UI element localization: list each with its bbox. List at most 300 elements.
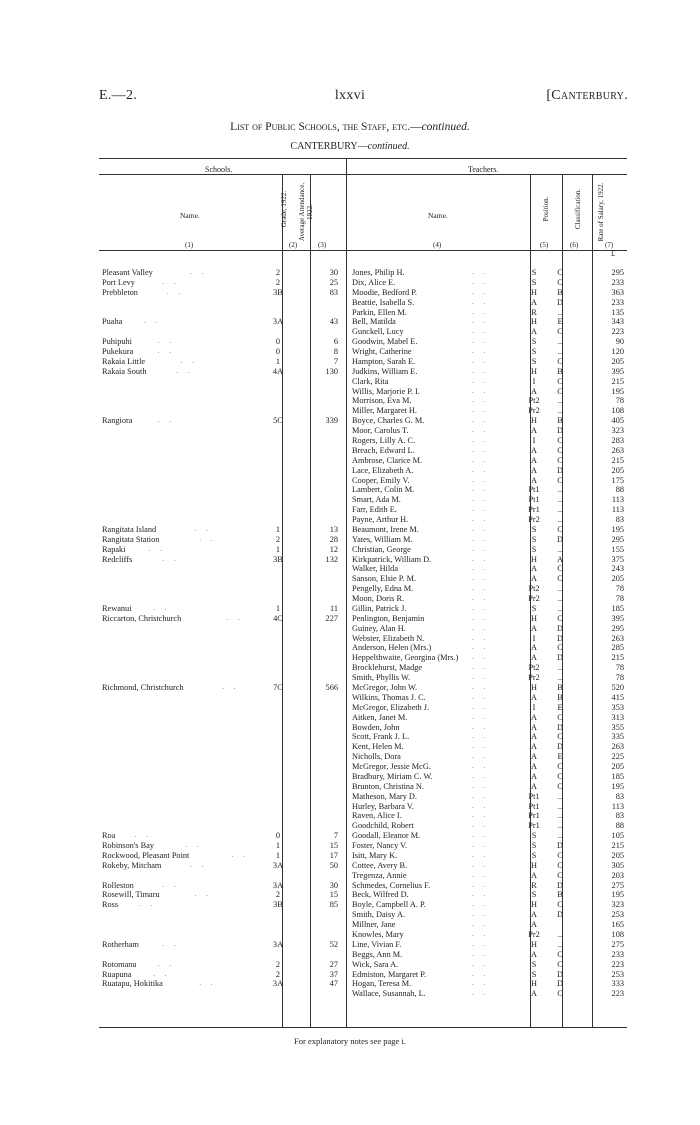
leader-dots: . . <box>472 287 490 296</box>
teacher-name: Goodwin, Mabel E. <box>352 337 418 347</box>
table-row <box>99 851 627 861</box>
teacher-name: Brocklehurst, Madge <box>352 663 423 673</box>
classification: E <box>557 752 563 762</box>
position: A <box>531 949 537 959</box>
teacher-name: Tregenza, Annie <box>352 870 407 880</box>
leader-dots: . . <box>472 692 490 701</box>
leader-dots: . . <box>472 495 490 504</box>
attendance: 30 <box>329 268 338 277</box>
classification: C <box>557 959 563 969</box>
school-name: Puhipuhi <box>102 337 132 347</box>
position: Pt1 <box>528 801 540 811</box>
leader-dots: . . <box>162 880 180 889</box>
classification: C <box>557 900 563 910</box>
salary: 88 <box>615 485 624 495</box>
position: A <box>531 771 537 781</box>
position: Pr2 <box>528 515 540 524</box>
position: A <box>531 712 537 722</box>
grade: 1 <box>275 356 281 366</box>
grade: 1 <box>275 850 281 860</box>
table-row <box>99 426 627 436</box>
position: A <box>531 692 537 702</box>
leader-dots: . . <box>472 801 490 810</box>
leader-dots: . . <box>472 742 490 751</box>
grade: 0 <box>275 347 281 356</box>
salary: 78 <box>615 663 624 673</box>
teacher-name: Boyle, Campbell A. P. <box>352 900 426 910</box>
teacher-name: Line, Vivian F. <box>352 939 402 949</box>
leader-dots: . . <box>472 791 490 800</box>
leader-dots: . . <box>180 356 199 365</box>
position: A <box>531 574 537 584</box>
position: A <box>531 722 537 732</box>
salary: 185 <box>611 603 624 613</box>
col-number-1: (1) <box>185 241 194 249</box>
teacher-name: Schmedes, Cornelius F. <box>352 880 431 890</box>
header-bottom-rule <box>99 250 627 251</box>
leader-dots: . . <box>472 752 490 761</box>
table-row <box>99 673 627 683</box>
teacher-name: Moon, Doris R. <box>352 594 405 603</box>
salary: 253 <box>611 969 624 979</box>
classification: C <box>557 386 563 396</box>
grade: 2 <box>275 277 281 287</box>
teacher-name: Anderson, Helen (Mrs.) <box>352 643 432 653</box>
teacher-name: Sanson, Elsie P. M. <box>352 574 417 584</box>
classification: C <box>557 564 563 574</box>
classification: B <box>557 692 563 702</box>
leader-dots: . . <box>472 445 490 454</box>
leader-dots: . . <box>472 910 490 919</box>
leader-dots: . . <box>472 426 490 435</box>
classification: C <box>557 712 563 722</box>
teacher-name: Wick, Sara A. <box>352 959 399 969</box>
attendance: 227 <box>325 613 338 623</box>
salary: 233 <box>611 297 624 307</box>
salary: 223 <box>611 989 624 999</box>
leader-dots: . . <box>472 347 490 355</box>
attendance: 15 <box>329 841 338 850</box>
grade: 3B <box>273 287 283 297</box>
leader-dots: . . <box>472 613 490 622</box>
table-row <box>99 693 627 703</box>
table-row <box>99 643 627 653</box>
leader-dots: . . <box>231 850 249 859</box>
table-row <box>99 545 627 555</box>
table-row <box>99 920 627 930</box>
position: Pr1 <box>528 821 540 831</box>
leader-dots: . . <box>472 327 490 336</box>
position: A <box>531 989 537 999</box>
teacher-name: Matheson, Mary D. <box>352 791 417 801</box>
table-row <box>99 436 627 446</box>
table-row <box>99 821 627 831</box>
school-name: Rapaki <box>102 544 126 554</box>
school-name: Rokeby, Mitcham <box>102 860 162 870</box>
leader-dots: . . <box>148 544 166 553</box>
col-number-5: (5) <box>540 241 549 249</box>
position: Pt1 <box>528 495 540 505</box>
table-row <box>99 900 627 910</box>
position: A <box>531 752 537 762</box>
position: H <box>531 900 537 910</box>
salary: 205 <box>611 850 624 860</box>
teacher-name: Goodall, Eleanor M. <box>352 831 421 841</box>
table-row <box>99 683 627 693</box>
position: H <box>531 613 537 623</box>
table-row <box>99 574 627 584</box>
salary: 175 <box>611 475 624 485</box>
table-row <box>99 802 627 812</box>
grade: 2 <box>275 890 281 900</box>
leader-dots: . . <box>472 436 490 444</box>
teacher-name: Walker, Hilda <box>352 564 398 574</box>
table-row <box>99 604 627 614</box>
teacher-name: Webster, Elizabeth N. <box>352 633 425 643</box>
classification: .. <box>557 544 563 554</box>
position: Pr2 <box>528 406 540 416</box>
attendance: 43 <box>329 317 338 327</box>
attendance: 7 <box>333 356 338 366</box>
attendance: 25 <box>329 277 338 287</box>
leader-dots: . . <box>472 762 490 770</box>
grade: 3A <box>272 939 284 949</box>
grade: 0 <box>275 337 281 347</box>
classification: D <box>557 979 563 989</box>
classification: C <box>557 850 563 860</box>
table-row <box>99 723 627 733</box>
table-row <box>99 476 627 486</box>
classification: B <box>557 416 563 426</box>
leader-dots: . . <box>199 534 217 543</box>
leader-dots: . . <box>472 831 490 840</box>
salary: 363 <box>611 287 624 297</box>
salary: 78 <box>615 673 624 683</box>
table-row <box>99 317 627 327</box>
salary: 165 <box>611 920 624 930</box>
school-name: Redcliffs <box>102 554 133 564</box>
attendance: 47 <box>329 979 338 989</box>
position: Pt1 <box>528 791 540 801</box>
position: S <box>531 890 537 900</box>
leader-dots: . . <box>472 277 490 286</box>
position: H <box>531 683 537 692</box>
classification: C <box>557 989 563 999</box>
classification: C <box>557 643 563 653</box>
leader-dots: . . <box>472 959 490 968</box>
position: A <box>531 742 537 752</box>
table-row <box>99 653 627 663</box>
teacher-name: Yates, William M. <box>352 534 413 544</box>
classification: .. <box>557 811 563 821</box>
classification: .. <box>557 584 563 594</box>
teacher-name: Clark, Rita <box>352 376 389 386</box>
teacher-name: Beggs, Ann M. <box>352 949 403 959</box>
position: Pt2 <box>528 396 540 406</box>
position: I <box>532 702 536 712</box>
leader-dots: . . <box>472 930 490 938</box>
position: A <box>531 564 537 574</box>
position: Pr1 <box>528 505 540 515</box>
position: Pt2 <box>528 663 540 673</box>
salary: 155 <box>611 544 624 554</box>
position: A <box>531 781 537 791</box>
position: S <box>531 524 537 534</box>
table-row <box>99 811 627 821</box>
salary: 185 <box>611 771 624 781</box>
leader-dots: . . <box>162 277 180 286</box>
school-name: Pleasant Valley <box>102 268 153 277</box>
salary: 275 <box>611 880 624 890</box>
table-row <box>99 515 627 525</box>
position: A <box>531 870 537 880</box>
salary: 333 <box>611 979 624 989</box>
salary: 233 <box>611 277 624 287</box>
table-row <box>99 416 627 426</box>
grade: 1 <box>275 524 281 534</box>
teacher-name: McGregor, Jessie McG. <box>352 762 431 771</box>
teacher-name: Gillin, Patrick J. <box>352 603 407 613</box>
teacher-name: Pengelly, Edna M. <box>352 584 414 594</box>
table-top-rule <box>99 158 627 159</box>
table-row <box>99 713 627 723</box>
salary: 253 <box>611 910 624 920</box>
classification: .. <box>557 831 563 841</box>
classification: D <box>557 653 563 663</box>
teacher-name: Payne, Arthur H. <box>352 515 409 524</box>
teacher-name: Wallace, Susannah, L. <box>352 989 426 999</box>
attendance: 11 <box>330 603 338 613</box>
table-row <box>99 525 627 535</box>
leader-dots: . . <box>472 890 490 899</box>
teacher-name: Cottee, Avery B. <box>352 860 408 870</box>
classification: C <box>557 732 563 742</box>
leader-dots: . . <box>472 416 490 425</box>
leader-dots: . . <box>185 841 203 849</box>
position: S <box>531 544 537 554</box>
position: S <box>531 356 537 366</box>
leader-dots: . . <box>153 603 171 612</box>
table-row <box>99 327 627 337</box>
salary: 355 <box>611 722 624 732</box>
leader-dots: . . <box>162 939 180 948</box>
table-row <box>99 970 627 980</box>
teacher-name: Isitt, Mary K. <box>352 850 398 860</box>
grade: 5C <box>273 416 283 426</box>
teacher-name: Christian, George <box>352 544 411 554</box>
school-name: Rotomanu <box>102 959 137 969</box>
classification: C <box>557 277 563 287</box>
teacher-name: Knowles, Mary <box>352 930 404 939</box>
col-number-2: (2) <box>289 241 298 249</box>
grade: 2 <box>275 268 281 277</box>
attendance: 37 <box>329 969 338 979</box>
leader-dots: . . <box>167 287 185 296</box>
classification-header: Classification. <box>574 188 582 230</box>
leader-dots: . . <box>472 524 490 533</box>
classification: C <box>557 455 563 465</box>
classification: C <box>557 327 563 337</box>
teacher-name: Dix, Alice E. <box>352 277 396 287</box>
position: A <box>531 445 537 455</box>
leader-dots: . . <box>472 554 490 563</box>
teacher-name: Penlington, Benjamin <box>352 613 425 623</box>
salary: 335 <box>611 732 624 742</box>
grade: 7C <box>273 683 283 692</box>
school-name: Ruatapu, Hokitika <box>102 979 163 989</box>
teacher-name: Breach, Edward L. <box>352 445 415 455</box>
attendance: 566 <box>325 683 338 692</box>
classification: B <box>557 287 563 297</box>
position: A <box>531 623 537 633</box>
school-name: Puaha <box>102 317 123 327</box>
table-row <box>99 752 627 762</box>
leader-dots: . . <box>472 623 490 632</box>
teacher-name: Kent, Helen M. <box>352 742 404 752</box>
school-name: Rotherham <box>102 939 139 949</box>
salary: 113 <box>611 801 624 811</box>
classification: A <box>557 554 563 564</box>
classification: C <box>557 574 563 584</box>
leader-dots: . . <box>157 416 176 425</box>
teacher-name: Smith, Daisy A. <box>352 910 406 920</box>
table-row <box>99 594 627 604</box>
grade: 3B <box>273 554 283 564</box>
attendance: 12 <box>329 544 338 554</box>
position: S <box>531 277 537 287</box>
leader-dots: . . <box>157 347 176 355</box>
classification: D <box>557 465 563 475</box>
salary: 415 <box>611 692 624 702</box>
table-row <box>99 505 627 515</box>
table-row <box>99 881 627 891</box>
leader-dots: . . <box>472 900 490 909</box>
school-name: Rosewill, Timaru <box>102 890 160 900</box>
table-row <box>99 268 627 278</box>
table-row <box>99 584 627 594</box>
teacher-name: Moor, Carolus T. <box>352 426 409 436</box>
table-row <box>99 772 627 782</box>
salary: 295 <box>611 268 624 277</box>
classification: B <box>557 890 563 900</box>
salary: 88 <box>615 821 624 831</box>
salary-header: Rate of Salary, 1922. <box>597 182 605 242</box>
leader-dots: . . <box>472 386 490 395</box>
position: Pr1 <box>528 811 540 821</box>
position: A <box>531 475 537 485</box>
teacher-name: Brunton, Christina N. <box>352 781 424 791</box>
position: I <box>532 436 536 445</box>
attendance: 132 <box>325 554 338 564</box>
classification: C <box>557 475 563 485</box>
teacher-name: Lambert, Colin M. <box>352 485 415 495</box>
attendance: 17 <box>329 850 338 860</box>
leader-dots: . . <box>472 880 490 889</box>
teacher-name: Beck, Wilfred D. <box>352 890 409 900</box>
teacher-name: Wilkins, Thomas J. C. <box>352 692 426 702</box>
school-name: Rockwood, Pleasant Point <box>102 850 190 860</box>
teacher-name: Guiney, Alan H. <box>352 623 406 633</box>
currency-symbol: £ <box>611 249 615 258</box>
teacher-name: Beattie, Isabella S. <box>352 297 415 307</box>
grade: 3A <box>272 880 284 890</box>
table-row <box>99 950 627 960</box>
salary: 90 <box>615 337 624 347</box>
salary: 395 <box>611 366 624 376</box>
classification: .. <box>557 515 563 524</box>
salary: 323 <box>611 426 624 436</box>
table-bottom-rule <box>99 1027 627 1028</box>
leader-dots: . . <box>472 366 490 375</box>
classification: .. <box>557 347 563 356</box>
leader-dots: . . <box>472 544 490 553</box>
teacher-name: Rogers, Lilly A. C. <box>352 436 416 445</box>
leader-dots: . . <box>472 683 490 691</box>
salary: 195 <box>611 524 624 534</box>
salary: 205 <box>611 465 624 475</box>
classification: C <box>557 870 563 880</box>
position: H <box>531 287 537 297</box>
leader-dots: . . <box>472 337 490 346</box>
teacher-name: Raven, Alice I. <box>352 811 402 821</box>
attendance: 52 <box>329 939 338 949</box>
position: I <box>532 633 536 643</box>
grade: 2 <box>275 969 281 979</box>
leader-dots: . . <box>472 465 490 474</box>
attendance: 8 <box>333 347 338 356</box>
classification: C <box>557 860 563 870</box>
table-row <box>99 960 627 970</box>
salary: 78 <box>615 396 624 406</box>
table-row <box>99 940 627 950</box>
leader-dots: . . <box>157 337 176 346</box>
position: Pr2 <box>528 930 540 939</box>
grade: 3A <box>272 317 284 327</box>
salary: 215 <box>611 841 624 850</box>
table-row <box>99 288 627 298</box>
salary: 120 <box>611 347 624 356</box>
classification: C <box>557 445 563 455</box>
list-title-main: List of Public Schools, the Staff, etc.— <box>230 121 422 133</box>
classification: .. <box>557 930 563 939</box>
region-title <box>0 141 700 152</box>
leader-dots: . . <box>472 821 490 830</box>
table-row <box>99 782 627 792</box>
col-number-6: (6) <box>570 241 579 249</box>
attendance: 83 <box>329 287 338 297</box>
classification: B <box>557 366 563 376</box>
salary: 83 <box>615 791 624 801</box>
position: A <box>531 643 537 653</box>
position: Pr2 <box>528 594 540 603</box>
col-number-7: (7) <box>605 241 614 249</box>
table-row <box>99 890 627 900</box>
table-row <box>99 456 627 466</box>
salary: 405 <box>611 416 624 426</box>
attendance: 13 <box>329 524 338 534</box>
classification: C <box>557 524 563 534</box>
salary: 78 <box>615 584 624 594</box>
teacher-name: Millner, Jane <box>352 920 396 930</box>
leader-dots: . . <box>472 376 490 385</box>
position: A <box>531 455 537 465</box>
grade: 1 <box>275 841 281 850</box>
position: S <box>531 969 537 979</box>
leader-dots: . . <box>472 969 490 978</box>
salary: 343 <box>611 317 624 327</box>
position: H <box>531 366 537 376</box>
teacher-name: Lace, Elizabeth A. <box>352 465 414 475</box>
